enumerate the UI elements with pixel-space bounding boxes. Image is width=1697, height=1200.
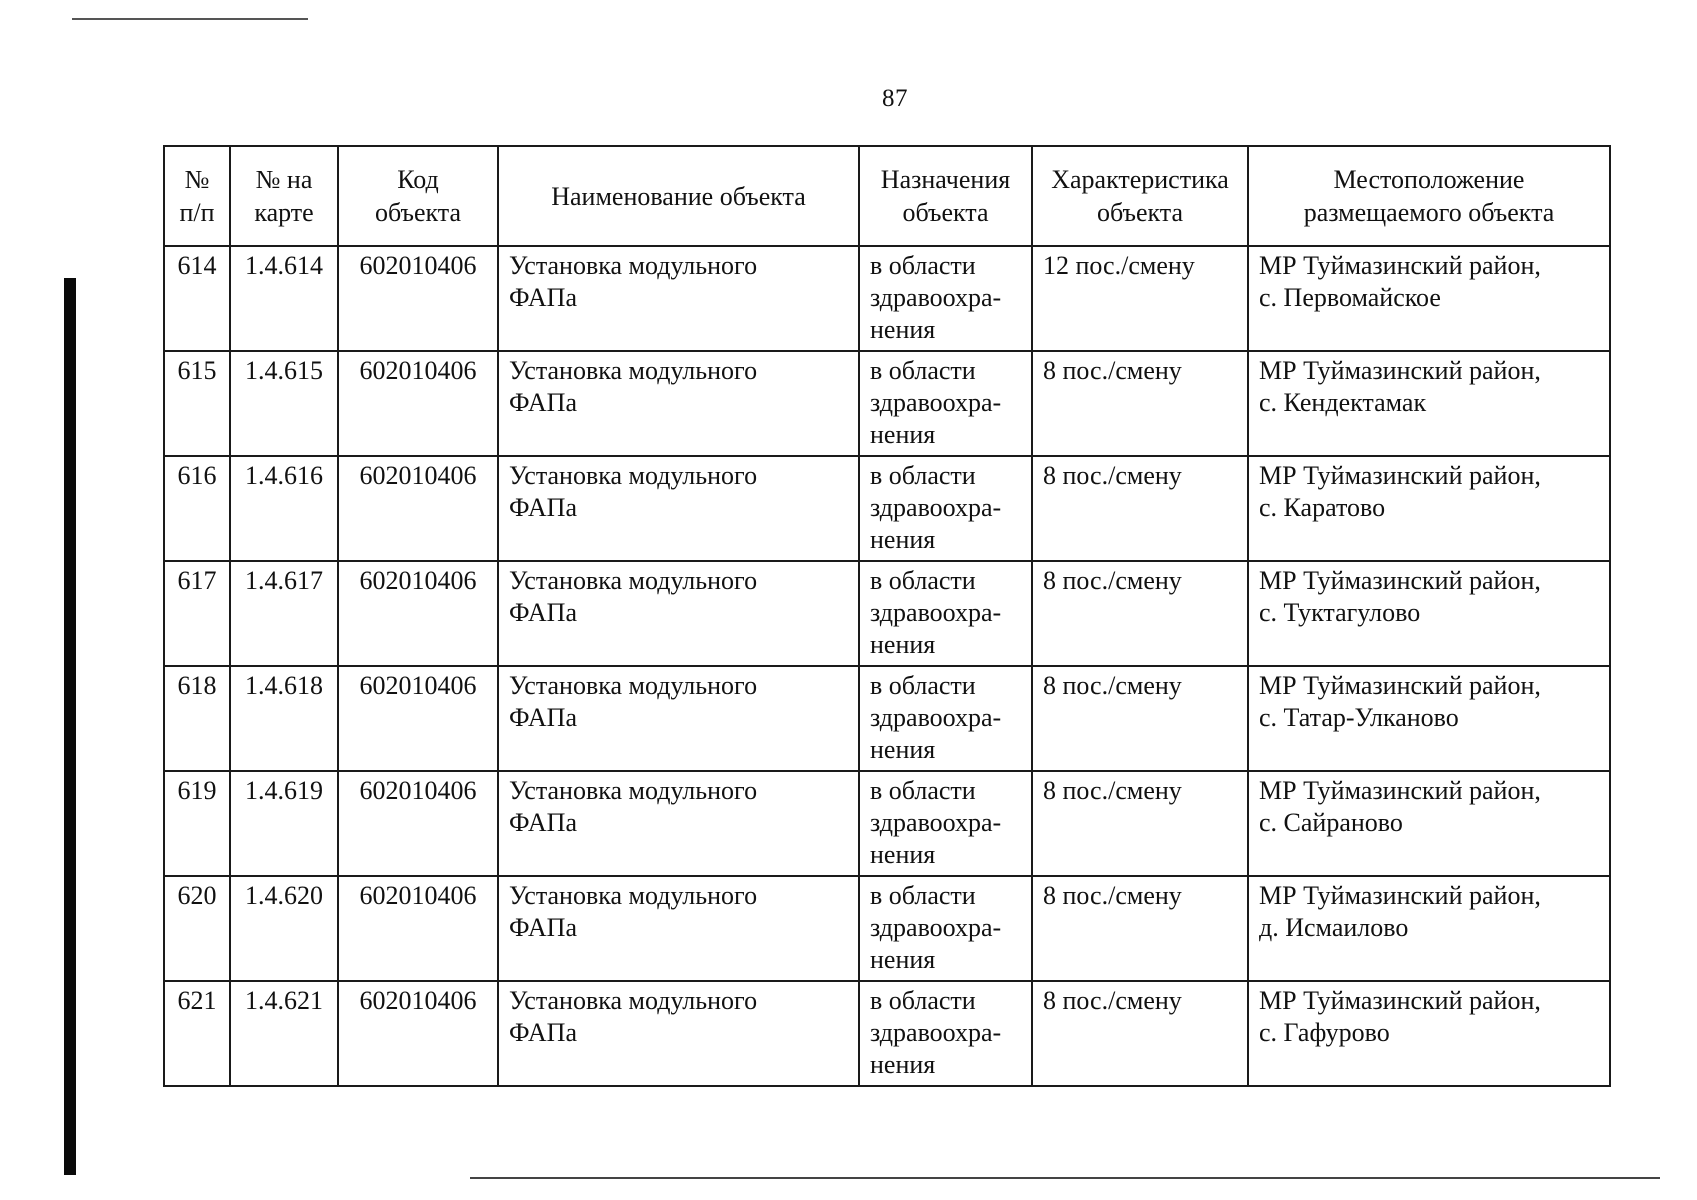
table-row bbox=[164, 771, 1610, 876]
cell-purpose: в области здравоохра- нения bbox=[859, 771, 1032, 876]
cell-num: 621 bbox=[164, 981, 230, 1086]
cell-map-number: 1.4.618 bbox=[230, 666, 338, 771]
cell-object-code: 602010406 bbox=[338, 666, 498, 771]
table-row bbox=[164, 456, 1610, 561]
cell-object-code: 602010406 bbox=[338, 246, 498, 351]
page-number: 87 bbox=[882, 85, 908, 112]
cell-characteristic: 8 пос./смену bbox=[1032, 771, 1248, 876]
cell-object-code: 602010406 bbox=[338, 456, 498, 561]
scan-top-rule bbox=[72, 18, 308, 20]
cell-object-code: 602010406 bbox=[338, 876, 498, 981]
cell-object-code: 602010406 bbox=[338, 981, 498, 1086]
cell-object-name: Установка модульного ФАПа bbox=[498, 456, 859, 561]
cell-num: 618 bbox=[164, 666, 230, 771]
cell-location: МР Туймазинский район, с. Кендектамак bbox=[1248, 351, 1610, 456]
cell-object-name: Установка модульного ФАПа bbox=[498, 666, 859, 771]
cell-map-number: 1.4.617 bbox=[230, 561, 338, 666]
cell-purpose: в области здравоохра- нения bbox=[859, 456, 1032, 561]
cell-object-name: Установка модульного ФАПа bbox=[498, 246, 859, 351]
cell-purpose: в области здравоохра- нения bbox=[859, 351, 1032, 456]
cell-location: МР Туймазинский район, с. Каратово bbox=[1248, 456, 1610, 561]
cell-map-number: 1.4.616 bbox=[230, 456, 338, 561]
cell-object-code: 602010406 bbox=[338, 561, 498, 666]
cell-map-number: 1.4.615 bbox=[230, 351, 338, 456]
header-num: № п/п bbox=[164, 146, 230, 246]
table-row bbox=[164, 876, 1610, 981]
table-row bbox=[164, 561, 1610, 666]
table-row bbox=[164, 981, 1610, 1086]
table-row bbox=[164, 666, 1610, 771]
cell-characteristic: 8 пос./смену bbox=[1032, 876, 1248, 981]
cell-characteristic: 8 пос./смену bbox=[1032, 456, 1248, 561]
header-object-name: Наименование объекта bbox=[498, 146, 859, 246]
cell-num: 616 bbox=[164, 456, 230, 561]
header-purpose: Назначения объекта bbox=[859, 146, 1032, 246]
cell-purpose: в области здравоохра- нения bbox=[859, 246, 1032, 351]
table-row bbox=[164, 351, 1610, 456]
cell-num: 615 bbox=[164, 351, 230, 456]
cell-location: МР Туймазинский район, с. Туктагулово bbox=[1248, 561, 1610, 666]
scan-bottom-rule bbox=[470, 1177, 1660, 1179]
cell-object-name: Установка модульного ФАПа bbox=[498, 351, 859, 456]
cell-object-name: Установка модульного ФАПа bbox=[498, 771, 859, 876]
cell-num: 620 bbox=[164, 876, 230, 981]
cell-map-number: 1.4.621 bbox=[230, 981, 338, 1086]
header-characteristic: Характеристика объекта bbox=[1032, 146, 1248, 246]
cell-map-number: 1.4.620 bbox=[230, 876, 338, 981]
cell-characteristic: 8 пос./смену bbox=[1032, 561, 1248, 666]
cell-location: МР Туймазинский район, с. Сайраново bbox=[1248, 771, 1610, 876]
cell-purpose: в области здравоохра- нения bbox=[859, 666, 1032, 771]
cell-location: МР Туймазинский район, с. Первомайское bbox=[1248, 246, 1610, 351]
cell-map-number: 1.4.619 bbox=[230, 771, 338, 876]
header-object-code: Код объекта bbox=[338, 146, 498, 246]
cell-num: 619 bbox=[164, 771, 230, 876]
header-map-number: № на карте bbox=[230, 146, 338, 246]
cell-characteristic: 12 пос./смену bbox=[1032, 246, 1248, 351]
cell-location: МР Туймазинский район, с. Татар-Улканово bbox=[1248, 666, 1610, 771]
table-header-row bbox=[164, 146, 1610, 246]
cell-location: МР Туймазинский район, д. Исмаилово bbox=[1248, 876, 1610, 981]
cell-object-name: Установка модульного ФАПа bbox=[498, 981, 859, 1086]
cell-num: 614 bbox=[164, 246, 230, 351]
objects-table bbox=[163, 145, 1611, 1087]
cell-object-name: Установка модульного ФАПа bbox=[498, 561, 859, 666]
header-location: Местоположение размещаемого объекта bbox=[1248, 146, 1610, 246]
cell-characteristic: 8 пос./смену bbox=[1032, 981, 1248, 1086]
cell-object-code: 602010406 bbox=[338, 351, 498, 456]
cell-purpose: в области здравоохра- нения bbox=[859, 561, 1032, 666]
cell-characteristic: 8 пос./смену bbox=[1032, 351, 1248, 456]
cell-purpose: в области здравоохра- нения bbox=[859, 876, 1032, 981]
cell-num: 617 bbox=[164, 561, 230, 666]
cell-characteristic: 8 пос./смену bbox=[1032, 666, 1248, 771]
scan-binding-edge bbox=[64, 278, 76, 1175]
cell-purpose: в области здравоохра- нения bbox=[859, 981, 1032, 1086]
table-row bbox=[164, 246, 1610, 351]
cell-location: МР Туймазинский район, с. Гафурово bbox=[1248, 981, 1610, 1086]
cell-object-code: 602010406 bbox=[338, 771, 498, 876]
cell-map-number: 1.4.614 bbox=[230, 246, 338, 351]
cell-object-name: Установка модульного ФАПа bbox=[498, 876, 859, 981]
